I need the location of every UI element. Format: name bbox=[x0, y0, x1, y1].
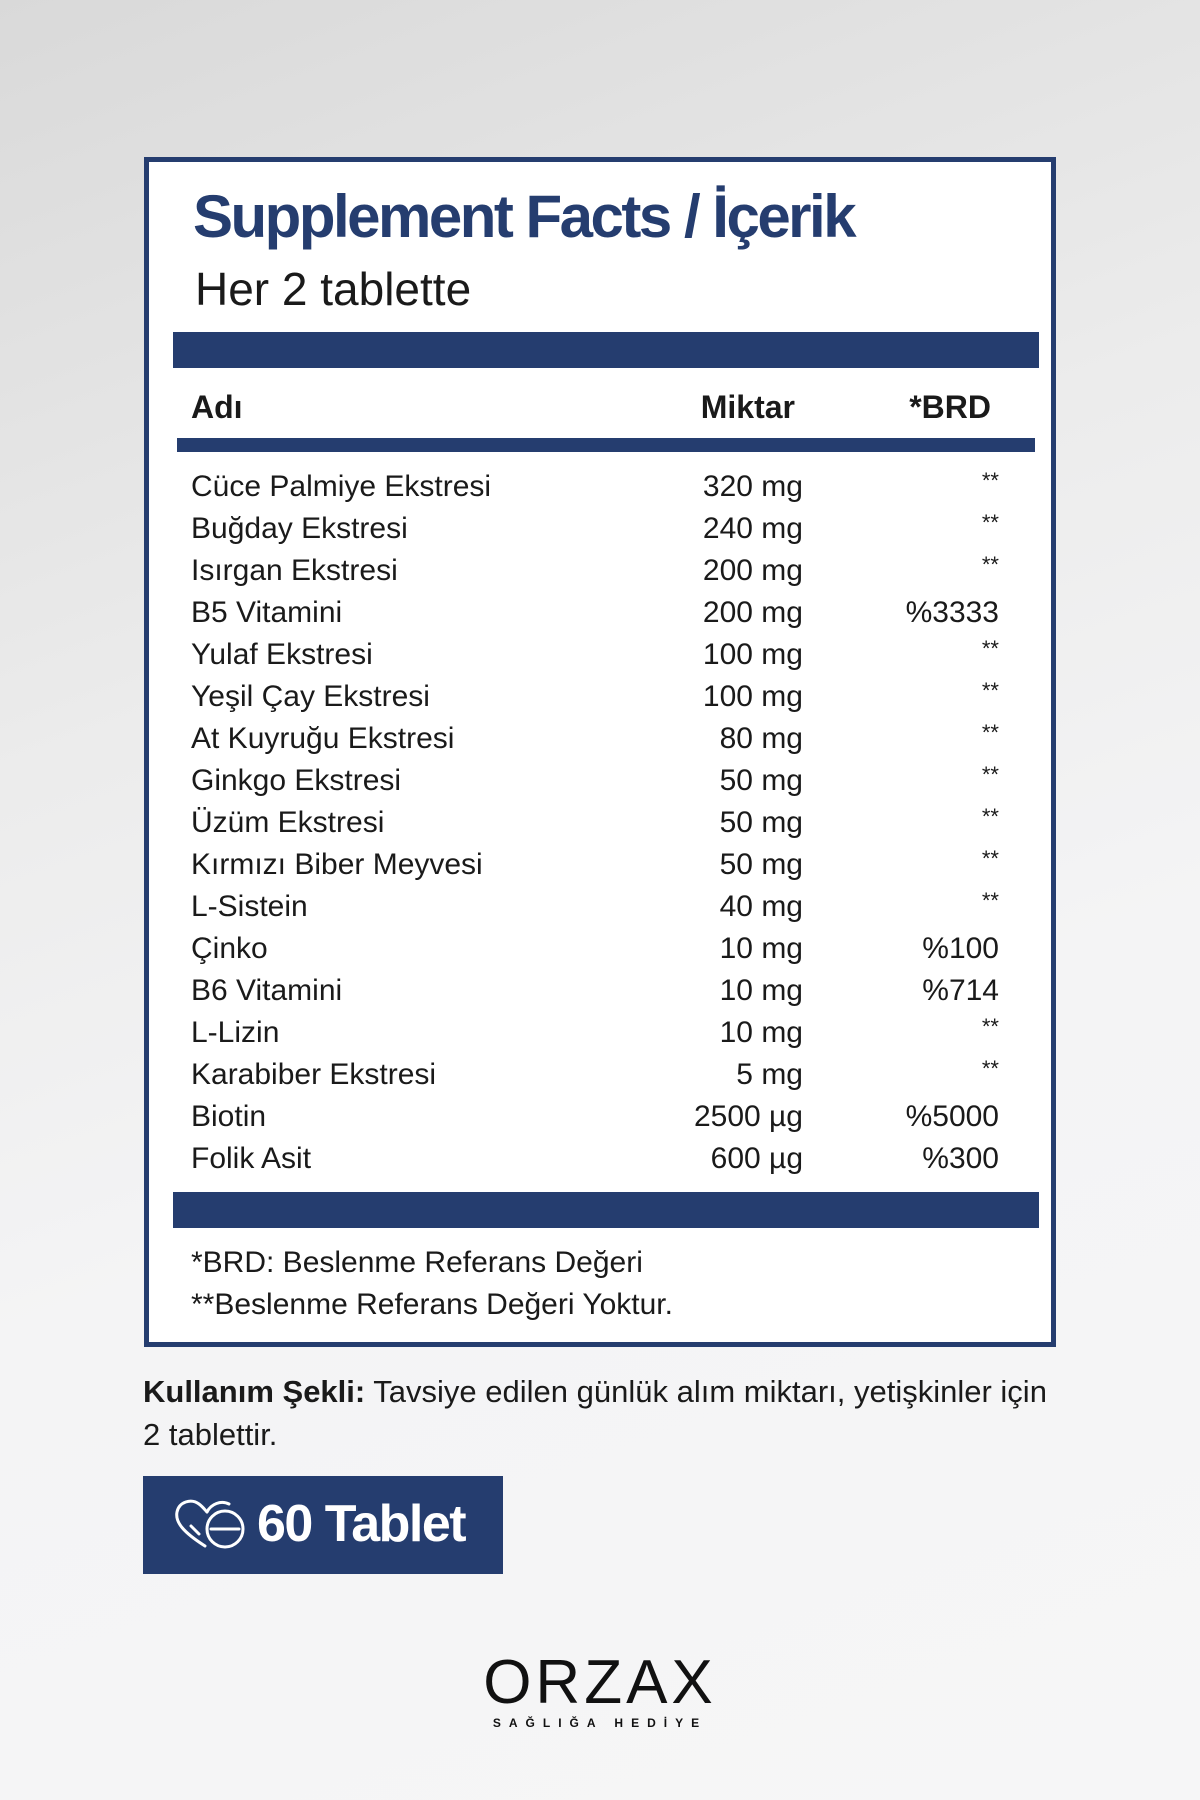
ingredient-brd: %5000 bbox=[905, 1100, 999, 1133]
ingredient-table bbox=[191, 466, 999, 1180]
ingredient-amount: 50 mg bbox=[719, 764, 803, 797]
ingredient-amount: 10 mg bbox=[719, 1016, 803, 1049]
table-row bbox=[191, 844, 999, 886]
panel-subtitle: Her 2 tablette bbox=[195, 263, 472, 315]
column-header-divider bbox=[177, 438, 1035, 452]
ingredient-brd: ** bbox=[981, 552, 999, 577]
tablet-count-badge bbox=[143, 1476, 503, 1574]
ingredient-name: L-Lizin bbox=[191, 1016, 280, 1049]
ingredient-brd: %3333 bbox=[905, 596, 999, 629]
ingredient-amount: 320 mg bbox=[702, 470, 803, 503]
ingredient-brd: ** bbox=[981, 1014, 999, 1039]
ingredient-brd: ** bbox=[981, 636, 999, 661]
ingredient-amount: 200 mg bbox=[702, 554, 803, 587]
ingredient-amount: 100 mg bbox=[702, 638, 803, 671]
footnote-brd: *BRD: Beslenme Referans Değeri bbox=[191, 1246, 643, 1279]
panel-title: Supplement Facts / İçerik bbox=[193, 183, 855, 250]
ingredient-name: Cüce Palmiye Ekstresi bbox=[191, 470, 492, 503]
ingredient-amount: 80 mg bbox=[719, 722, 803, 755]
usage-instructions bbox=[143, 1370, 1063, 1456]
brand-logo bbox=[470, 1648, 730, 1730]
table-row bbox=[191, 592, 999, 634]
pill-heart-icon bbox=[173, 1496, 249, 1552]
ingredient-amount: 600 µg bbox=[710, 1142, 803, 1175]
ingredient-brd: ** bbox=[981, 1056, 999, 1081]
ingredient-brd: ** bbox=[981, 468, 999, 493]
ingredient-name: L-Sistein bbox=[191, 890, 308, 923]
ingredient-brd: %100 bbox=[922, 932, 999, 965]
ingredient-amount: 5 mg bbox=[736, 1058, 803, 1091]
table-row bbox=[191, 676, 999, 718]
ingredient-brd: %300 bbox=[922, 1142, 999, 1175]
ingredient-amount: 2500 µg bbox=[693, 1100, 803, 1133]
ingredient-name: Yeşil Çay Ekstresi bbox=[191, 680, 430, 713]
ingredient-amount: 40 mg bbox=[719, 890, 803, 923]
ingredient-name: Buğday Ekstresi bbox=[191, 512, 408, 545]
ingredient-brd: ** bbox=[981, 678, 999, 703]
table-row bbox=[191, 802, 999, 844]
ingredient-amount: 100 mg bbox=[702, 680, 803, 713]
ingredient-amount: 50 mg bbox=[719, 806, 803, 839]
table-row bbox=[191, 886, 999, 928]
ingredient-name: Folik Asit bbox=[191, 1142, 312, 1175]
table-row bbox=[191, 760, 999, 802]
ingredient-amount: 10 mg bbox=[719, 932, 803, 965]
ingredient-name: Biotin bbox=[191, 1100, 267, 1133]
table-row bbox=[191, 550, 999, 592]
tablet-count-text: 60 Tablet bbox=[257, 1495, 466, 1553]
table-row bbox=[191, 508, 999, 550]
ingredient-brd: ** bbox=[981, 804, 999, 829]
footnote-no-brd: **Beslenme Referans Değeri Yoktur. bbox=[191, 1288, 673, 1321]
ingredient-name: Kırmızı Biber Meyvesi bbox=[191, 848, 483, 881]
usage-label: Kullanım Şekli: bbox=[143, 1374, 366, 1409]
ingredient-name: Yulaf Ekstresi bbox=[191, 638, 373, 671]
ingredient-brd: %714 bbox=[922, 974, 999, 1007]
column-header-amount: Miktar bbox=[700, 389, 795, 425]
table-row bbox=[191, 718, 999, 760]
ingredient-brd: ** bbox=[981, 846, 999, 871]
column-header-name: Adı bbox=[191, 389, 243, 425]
usage-text: Tavsiye edilen günlük alım miktarı, yetişkinler için 2 tablettir. bbox=[143, 1374, 1047, 1452]
table-row bbox=[191, 928, 999, 970]
ingredient-amount: 200 mg bbox=[702, 596, 803, 629]
table-row bbox=[191, 634, 999, 676]
ingredient-name: B5 Vitamini bbox=[191, 596, 343, 629]
ingredient-amount: 50 mg bbox=[719, 848, 803, 881]
supplement-facts-panel bbox=[144, 157, 1056, 1347]
ingredient-name: Isırgan Ekstresi bbox=[191, 554, 398, 587]
brand-name: ORZAX bbox=[483, 1648, 717, 1717]
ingredient-name: Üzüm Ekstresi bbox=[191, 806, 385, 839]
table-row bbox=[191, 466, 999, 508]
column-header-brd: *BRD bbox=[909, 389, 991, 425]
ingredient-brd: ** bbox=[981, 720, 999, 745]
table-row bbox=[191, 1138, 999, 1180]
footer-divider-band bbox=[173, 1192, 1039, 1228]
ingredient-brd: ** bbox=[981, 510, 999, 535]
table-row bbox=[191, 970, 999, 1012]
ingredient-brd: ** bbox=[981, 888, 999, 913]
table-row bbox=[191, 1096, 999, 1138]
ingredient-name: At Kuyruğu Ekstresi bbox=[191, 722, 455, 755]
table-row bbox=[191, 1012, 999, 1054]
ingredient-name: Ginkgo Ekstresi bbox=[191, 764, 402, 797]
ingredient-name: Karabiber Ekstresi bbox=[191, 1058, 437, 1091]
ingredient-brd: ** bbox=[981, 762, 999, 787]
table-row bbox=[191, 1054, 999, 1096]
ingredient-name: Çinko bbox=[191, 932, 268, 965]
footnotes bbox=[191, 1242, 673, 1326]
brand-tagline: SAĞLIĞA HEDİYE bbox=[492, 1716, 708, 1730]
header-divider-band bbox=[173, 332, 1039, 368]
ingredient-name: B6 Vitamini bbox=[191, 974, 343, 1007]
ingredient-amount: 10 mg bbox=[719, 974, 803, 1007]
ingredient-amount: 240 mg bbox=[702, 512, 803, 545]
